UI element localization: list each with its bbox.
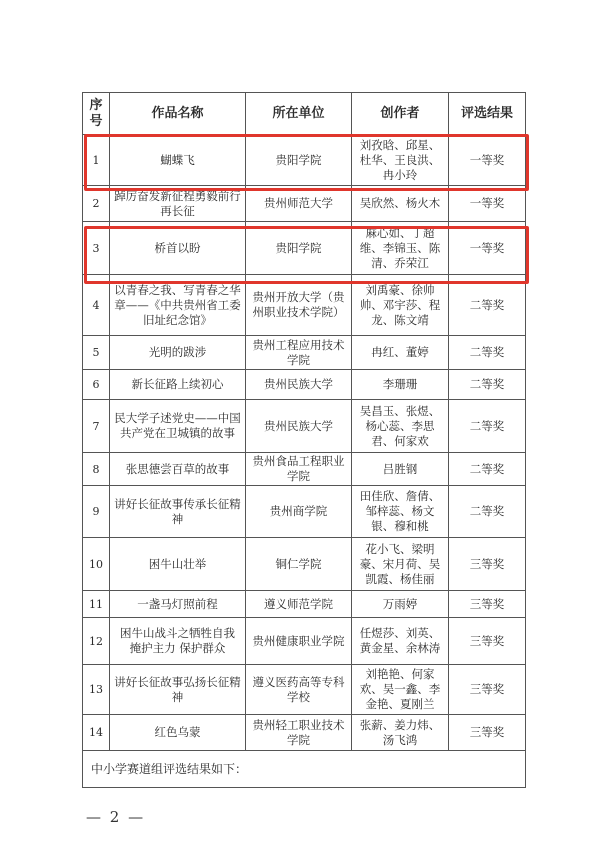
row-no: 8 [83, 453, 110, 486]
row-authors: 刘孜晗、邱星、杜华、王良洪、冉小玲 [352, 135, 449, 186]
row-result: 三等奖 [449, 591, 526, 618]
row-title: 踔厉奋发新征程勇毅前行再长征 [110, 186, 246, 222]
row-title: 桥首以盼 [110, 222, 246, 275]
header-work-title: 作品名称 [110, 93, 246, 135]
row-result: 二等奖 [449, 336, 526, 370]
row-result: 三等奖 [449, 715, 526, 751]
table-row [83, 486, 526, 538]
header-authors: 创作者 [352, 93, 449, 135]
row-authors: 刘禹豪、徐帅帅、邓宇莎、程龙、陈文靖 [352, 275, 449, 336]
row-unit: 铜仁学院 [246, 538, 352, 591]
row-unit: 贵州民族大学 [246, 370, 352, 400]
row-no: 9 [83, 486, 110, 538]
row-no: 10 [83, 538, 110, 591]
row-result: 二等奖 [449, 486, 526, 538]
row-title: 一盏马灯照前程 [110, 591, 246, 618]
row-title: 张思德尝百草的故事 [110, 453, 246, 486]
table-row [83, 618, 526, 665]
footer-note: 中小学赛道组评选结果如下： [83, 751, 526, 788]
row-no: 12 [83, 618, 110, 665]
row-title: 讲好长征故事传承长征精神 [110, 486, 246, 538]
row-result: 三等奖 [449, 665, 526, 715]
row-authors: 吴欣然、杨火木 [352, 186, 449, 222]
row-authors: 吕胜钢 [352, 453, 449, 486]
table-row [83, 400, 526, 453]
row-unit: 遵义师范学院 [246, 591, 352, 618]
row-result: 二等奖 [449, 370, 526, 400]
row-unit: 贵州健康职业学院 [246, 618, 352, 665]
row-no: 4 [83, 275, 110, 336]
table-row [83, 336, 526, 370]
table-row [83, 538, 526, 591]
row-unit: 贵州开放大学（贵州职业技术学院） [246, 275, 352, 336]
row-no: 1 [83, 135, 110, 186]
row-result: 三等奖 [449, 538, 526, 591]
row-unit: 贵州民族大学 [246, 400, 352, 453]
page-number: — 2 — [86, 808, 146, 826]
row-unit: 贵州食品工程职业学院 [246, 453, 352, 486]
table-footer-row [83, 751, 526, 788]
row-title: 困牛山战斗之牺牲自我 掩护主力 保护群众 [110, 618, 246, 665]
highlight-box-row-1 [84, 134, 529, 191]
row-result: 一等奖 [449, 222, 526, 275]
row-authors: 冉红、董婷 [352, 336, 449, 370]
header-unit: 所在单位 [246, 93, 352, 135]
row-unit: 贵州工程应用技术学院 [246, 336, 352, 370]
table-row [83, 665, 526, 715]
table-header-row [83, 93, 526, 135]
row-title: 光明的跋涉 [110, 336, 246, 370]
row-authors: 吴昌玉、张煜、杨心蕊、李思君、何家欢 [352, 400, 449, 453]
row-title: 困牛山壮举 [110, 538, 246, 591]
row-no: 14 [83, 715, 110, 751]
row-result: 二等奖 [449, 453, 526, 486]
row-authors: 花小飞、梁明豪、宋月荷、吴凯霞、杨佳丽 [352, 538, 449, 591]
row-unit: 遵义医药高等专科学校 [246, 665, 352, 715]
table-row [83, 591, 526, 618]
row-result: 一等奖 [449, 135, 526, 186]
row-no: 13 [83, 665, 110, 715]
row-unit: 贵阳学院 [246, 135, 352, 186]
row-authors: 田佳欣、詹倩、邹梓蕊、杨文银、穆和桃 [352, 486, 449, 538]
row-title: 讲好长征故事弘扬长征精神 [110, 665, 246, 715]
row-no: 2 [83, 186, 110, 222]
row-title: 红色乌蒙 [110, 715, 246, 751]
table-row [83, 715, 526, 751]
table-row [83, 370, 526, 400]
row-unit: 贵州轻工职业技术学院 [246, 715, 352, 751]
row-no: 6 [83, 370, 110, 400]
row-unit: 贵州商学院 [246, 486, 352, 538]
row-authors: 万雨婷 [352, 591, 449, 618]
row-title: 新长征路上续初心 [110, 370, 246, 400]
row-title: 民大学子述党史——中国共产党在卫城镇的故事 [110, 400, 246, 453]
row-no: 11 [83, 591, 110, 618]
row-authors: 任煜莎、刘英、黄金星、余林涛 [352, 618, 449, 665]
row-authors: 麻心如、丁超维、李锦玉、陈清、乔荣江 [352, 222, 449, 275]
header-result: 评选结果 [449, 93, 526, 135]
row-authors: 张薪、姜力炜、汤飞鸿 [352, 715, 449, 751]
row-title: 以青春之我、写青春之华章——《中共贵州省工委旧址纪念馆》 [110, 275, 246, 336]
row-unit: 贵阳学院 [246, 222, 352, 275]
row-unit: 贵州师范大学 [246, 186, 352, 222]
highlight-box-row-3 [84, 226, 529, 284]
row-no: 7 [83, 400, 110, 453]
row-no: 3 [83, 222, 110, 275]
row-title: 蝴蝶飞 [110, 135, 246, 186]
row-no: 5 [83, 336, 110, 370]
row-result: 一等奖 [449, 186, 526, 222]
header-serial: 序号 [83, 93, 110, 135]
table-row [83, 453, 526, 486]
row-authors: 刘艳艳、何家欢、吴一鑫、李金艳、夏刚兰 [352, 665, 449, 715]
row-authors: 李珊珊 [352, 370, 449, 400]
row-result: 二等奖 [449, 275, 526, 336]
row-result: 二等奖 [449, 400, 526, 453]
row-result: 三等奖 [449, 618, 526, 665]
award-results-table [82, 92, 526, 788]
